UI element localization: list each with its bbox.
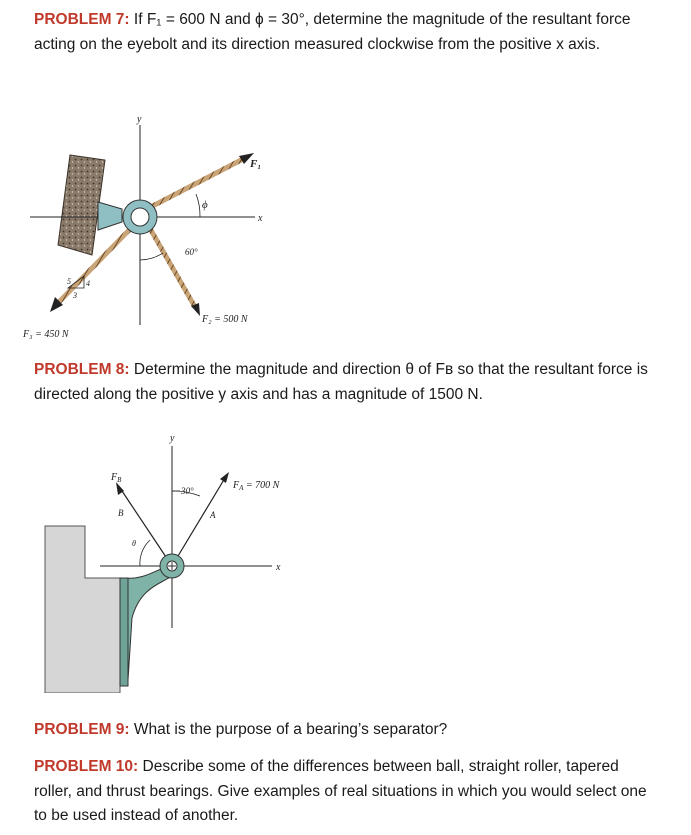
problem-7-text: If F₁ = 600 N and ϕ = 30°, determine the magnitude of the resultant force acting on the eyebolt and its direction measured clockwise from the positive x axis.	[34, 11, 631, 53]
problem-10-label: PROBLEM 10:	[34, 758, 139, 775]
angle-60-label: 60°	[185, 247, 198, 257]
x-axis-label: x	[276, 562, 281, 573]
rope-f1	[145, 158, 245, 210]
problem-7-figure	[20, 110, 320, 350]
slope-3: 3	[73, 291, 77, 300]
angle-60-arc	[140, 253, 163, 260]
phi-arc	[196, 194, 200, 217]
problem-9-statement	[34, 718, 658, 743]
problem-7-statement	[34, 8, 658, 57]
y-axis-label: y	[170, 433, 175, 444]
problem-10-text: Describe some of the differences between ball, straight roller, tapered roller, and thrust bearings. Give examples of real situations in which you would select one to be used instead of another.	[34, 758, 647, 824]
problem-8-figure	[40, 428, 300, 693]
phi-label: ϕ	[202, 199, 208, 211]
fb-label: $F_B$	[111, 472, 122, 484]
f1-label: F₁	[250, 158, 262, 170]
problem-7-label: PROBLEM 7:	[34, 11, 130, 28]
theta-arc	[140, 540, 150, 566]
y-axis-label: y	[137, 114, 142, 125]
a-label: A	[210, 510, 216, 520]
rope-f2	[148, 225, 195, 307]
f3-label: F₃ = 450 N	[23, 329, 69, 340]
b-label: B	[118, 508, 124, 518]
problem-8-statement	[34, 358, 658, 407]
x-axis-label: x	[258, 213, 263, 224]
eyebolt-hole	[131, 208, 149, 226]
fa-arrowhead	[220, 472, 229, 483]
eyebolt-shank	[98, 202, 122, 230]
problem-9-text: What is the purpose of a bearing’s separator?	[133, 721, 448, 738]
fa-label: $F_A = 700$ N	[233, 480, 280, 492]
problem-8-text: Determine the magnitude and direction θ of Fʙ so that the resultant force is directed along the positive y axis and has a magnitude of 1500 N.	[34, 361, 648, 403]
slope-4: 4	[86, 279, 90, 288]
problem-10-statement	[34, 755, 658, 829]
problem-9-label: PROBLEM 9:	[34, 721, 130, 738]
force-fb-line	[120, 488, 172, 566]
problem-8-label: PROBLEM 8:	[34, 361, 130, 378]
bracket-base-plate	[120, 578, 128, 686]
theta-label: θ	[132, 539, 136, 548]
support-wall	[45, 526, 120, 693]
slope-5: 5	[67, 277, 71, 286]
angle-30-label: 30°	[181, 486, 194, 496]
f2-label: F₂ = 500 N	[202, 314, 248, 325]
